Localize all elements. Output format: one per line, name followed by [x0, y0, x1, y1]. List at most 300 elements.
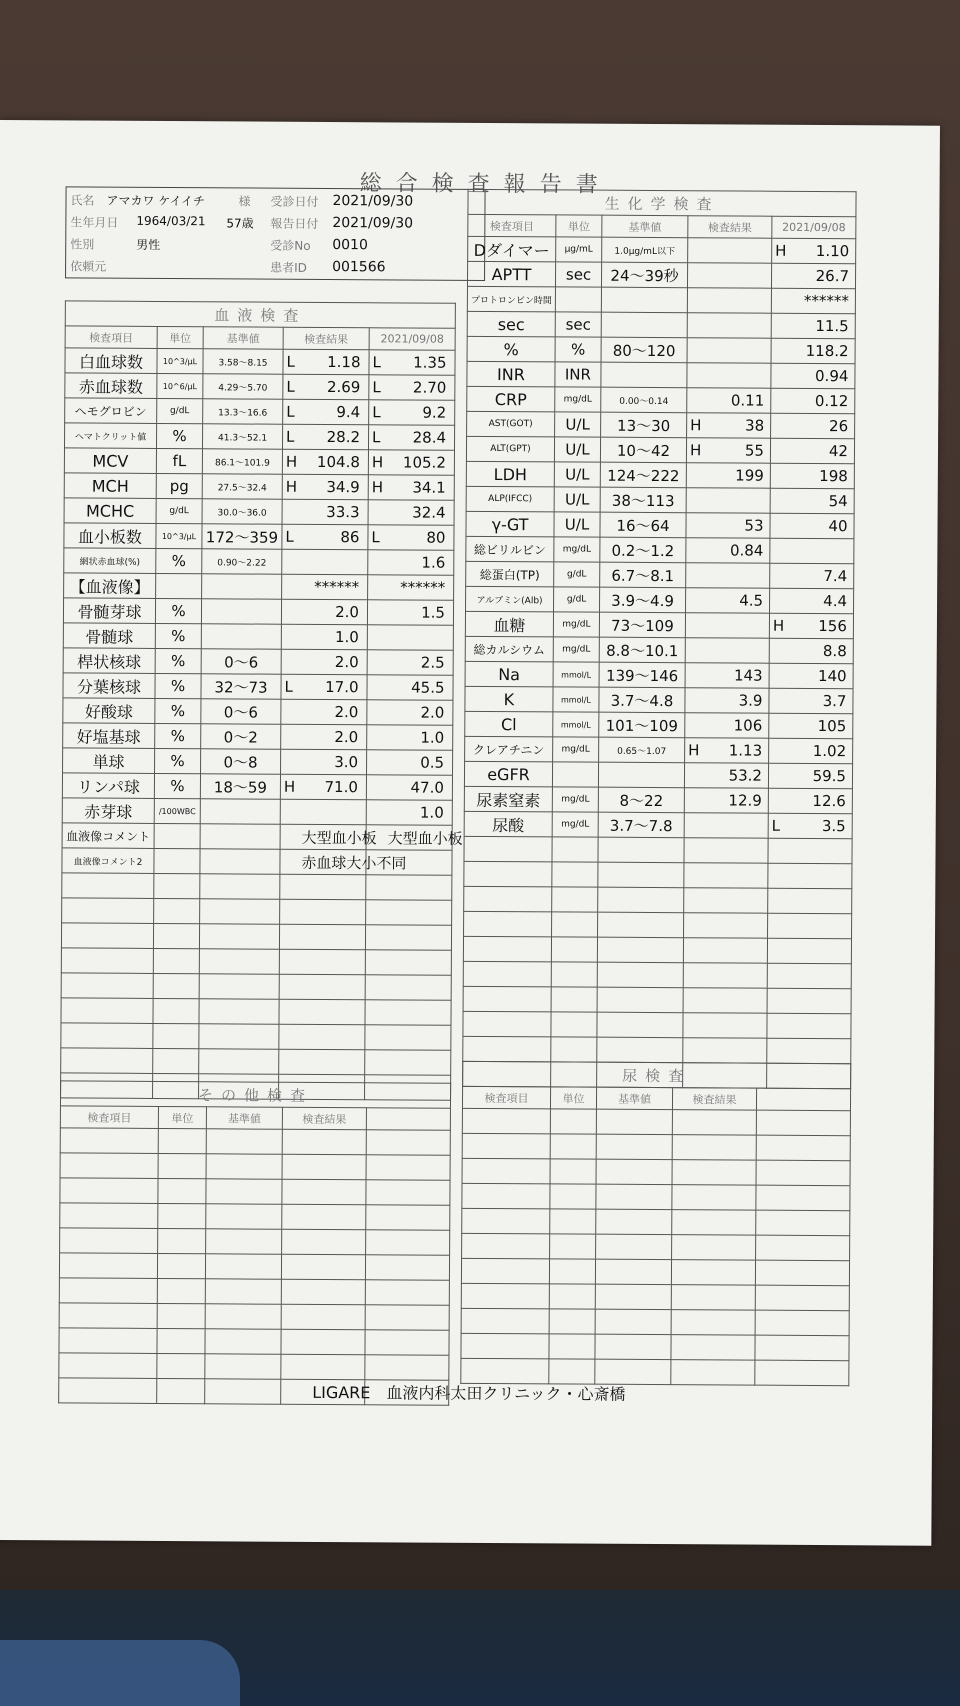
empty-row [62, 873, 452, 900]
value: 54 [828, 492, 848, 511]
empty-cell [153, 948, 199, 973]
test-unit: % [155, 648, 201, 673]
empty-cell [598, 862, 684, 888]
test-unit: % [155, 698, 201, 723]
test-name: 尿素窒素 [464, 786, 552, 812]
value: 32.4 [412, 503, 446, 522]
test-result [687, 413, 771, 439]
report-date-label: 報告日付 [270, 216, 319, 231]
value: 156 [818, 617, 847, 636]
test-result [283, 399, 369, 425]
column-header: 検査項目 [65, 326, 157, 349]
value: 2.69 [326, 378, 361, 397]
value: 0.11 [730, 391, 765, 410]
empty-row [463, 1036, 851, 1063]
value: 33.3 [326, 503, 360, 522]
empty-cell [756, 1135, 850, 1161]
empty-cell [154, 873, 200, 898]
test-name: 骨髄芽球 [63, 598, 155, 624]
empty-cell [464, 836, 552, 862]
previous-result [369, 400, 455, 426]
test-result [687, 313, 771, 339]
empty-cell [756, 1185, 850, 1211]
empty-cell [59, 1378, 157, 1404]
value: 3.5 [821, 817, 846, 836]
previous-result [368, 525, 454, 551]
previous-result [367, 700, 453, 726]
empty-row [61, 973, 451, 1000]
empty-cell [157, 1303, 205, 1328]
reference-range: 18〜59 [200, 774, 280, 799]
reference-range: 10〜42 [600, 437, 686, 463]
empty-cell [158, 1203, 206, 1228]
test-unit: % [156, 548, 202, 573]
reference-range [200, 849, 280, 874]
reference-range: 3.9〜4.9 [600, 587, 686, 613]
previous-result [366, 825, 463, 851]
test-result [686, 488, 770, 514]
reference-range [200, 799, 280, 824]
test-unit: mg/dL [553, 637, 599, 662]
reference-range: 13〜30 [601, 412, 687, 438]
column-header: 2021/09/08 [772, 216, 856, 239]
empty-cell [684, 838, 768, 864]
empty-cell [767, 1013, 851, 1039]
abnormal-flag: H [283, 777, 296, 796]
report-date: 2021/09/30 [332, 215, 414, 232]
test-name: γ-GT [466, 511, 554, 537]
table-row [466, 536, 854, 563]
value: 12.6 [812, 791, 846, 811]
empty-cell [768, 888, 852, 914]
empty-cell [281, 1304, 365, 1330]
empty-row [464, 886, 852, 913]
visit-no: 0010 [332, 237, 368, 254]
value: 4.5 [739, 591, 764, 610]
abnormal-flag: L [372, 353, 381, 372]
value: 105.2 [402, 453, 446, 472]
table-row [64, 523, 454, 550]
empty-cell [61, 998, 153, 1024]
table-row [467, 411, 855, 438]
value: 0.84 [729, 541, 764, 560]
value: 26.7 [815, 266, 850, 286]
table-row [465, 686, 853, 713]
empty-cell [683, 1038, 767, 1064]
test-name: プロトロンビン時間 [467, 286, 555, 312]
empty-row [61, 1023, 451, 1050]
visit-no-label: 受診No [270, 238, 311, 253]
empty-cell [279, 999, 365, 1025]
empty-cell [279, 1024, 365, 1050]
previous-result [770, 463, 854, 489]
test-result [687, 363, 771, 389]
value: 7.4 [823, 567, 848, 586]
reference-range: 3.7〜4.8 [599, 687, 685, 713]
test-name: 血液像コメント [62, 823, 154, 849]
empty-cell [552, 837, 598, 862]
reference-range: 139〜146 [599, 662, 685, 688]
test-result [281, 724, 367, 750]
empty-row [61, 998, 451, 1025]
empty-cell [205, 1329, 281, 1354]
patient-sex: 男性 [136, 237, 161, 252]
empty-cell [768, 838, 852, 864]
test-result [686, 438, 770, 464]
test-unit: mg/dL [555, 387, 601, 412]
empty-cell [598, 912, 684, 938]
empty-cell [60, 1203, 158, 1229]
column-header: 検査項目 [468, 214, 556, 237]
empty-cell [597, 1037, 683, 1063]
previous-result [772, 238, 856, 264]
empty-cell [206, 1179, 282, 1204]
previous-result [769, 638, 853, 664]
table-row [64, 548, 454, 575]
empty-cell [595, 1334, 671, 1359]
column-header: 単位 [158, 1106, 206, 1128]
reference-range: 73〜109 [599, 612, 685, 638]
test-name: 総ビリルビン [466, 536, 554, 562]
empty-cell [365, 975, 451, 1001]
previous-result [771, 413, 855, 439]
empty-cell [551, 937, 597, 962]
column-header: 2021/09/08 [369, 328, 455, 351]
empty-row [59, 1328, 449, 1355]
empty-cell [366, 1155, 450, 1181]
test-name: ALP(IFCC) [466, 486, 554, 512]
empty-row [61, 1048, 451, 1075]
table-row [63, 598, 453, 625]
previous-result [369, 350, 455, 376]
test-result [281, 674, 367, 700]
empty-row [59, 1353, 449, 1380]
empty-cell [755, 1335, 849, 1361]
empty-row [60, 1178, 450, 1205]
previous-result [771, 363, 855, 389]
test-unit: % [155, 723, 201, 748]
value: 104.8 [316, 452, 360, 472]
reference-range [598, 762, 684, 788]
empty-cell [279, 1049, 365, 1075]
value: 1.18 [327, 353, 361, 372]
empty-row [462, 1208, 850, 1235]
background-object [0, 1640, 240, 1706]
table-row [467, 386, 855, 413]
empty-row [462, 1158, 850, 1185]
value: 2.0 [334, 728, 359, 747]
empty-cell [59, 1253, 157, 1279]
abnormal-flag: L [771, 816, 781, 835]
empty-cell [596, 1109, 672, 1134]
reference-range: 101〜109 [599, 712, 685, 738]
test-name: K [465, 686, 553, 712]
value: 198 [819, 467, 848, 486]
section-title: 血液検査 [65, 301, 455, 328]
empty-cell [60, 1178, 158, 1204]
empty-row [464, 836, 852, 863]
test-unit [552, 762, 598, 787]
table-row [467, 311, 855, 338]
empty-cell [199, 949, 279, 974]
section-title: 生化学検査 [468, 189, 856, 216]
empty-row [60, 1153, 450, 1180]
empty-cell [199, 1024, 279, 1049]
dob-label: 生年月日 [70, 215, 119, 230]
table-row [467, 261, 855, 288]
table-row [464, 761, 852, 788]
test-name: MCHC [64, 498, 156, 524]
value: 2.70 [412, 378, 447, 397]
value: 53.2 [728, 766, 763, 785]
test-unit: 10^6/μL [157, 373, 203, 398]
visit-date: 2021/09/30 [332, 193, 414, 210]
empty-cell [755, 1285, 849, 1311]
table-row [466, 486, 854, 513]
test-name: LDH [466, 461, 554, 487]
empty-cell [596, 1159, 672, 1184]
value: 大型血小板 [387, 828, 463, 848]
value: 1.35 [413, 353, 447, 372]
test-unit: g/dL [157, 398, 203, 423]
value: 赤血球大小不同 [301, 853, 407, 872]
value: 26 [828, 417, 849, 436]
column-header: 検査結果 [283, 327, 369, 350]
test-name: 総蛋白(TP) [466, 561, 554, 587]
reference-range: 1.0μg/mL以下 [602, 237, 688, 263]
value: 1.0 [419, 803, 444, 822]
empty-cell [755, 1360, 849, 1386]
section-title: 尿検査 [463, 1061, 851, 1088]
previous-result [771, 388, 855, 414]
test-unit: mg/dL [552, 787, 598, 812]
report-sheet [0, 120, 940, 1546]
test-name: AST(GOT) [467, 411, 555, 437]
empty-cell [281, 1254, 365, 1280]
previous-result [369, 375, 455, 401]
empty-cell [365, 1000, 451, 1026]
empty-cell [552, 912, 598, 937]
test-name: 血糖 [465, 611, 553, 637]
empty-cell [464, 911, 552, 937]
test-name: INR [467, 361, 555, 387]
test-name: リンパ球 [62, 773, 154, 799]
empty-cell [365, 1330, 449, 1356]
previous-result [366, 800, 452, 826]
previous-result [769, 663, 853, 689]
empty-row [461, 1333, 849, 1360]
empty-cell [153, 1023, 199, 1048]
empty-cell [551, 1012, 597, 1037]
empty-cell [672, 1235, 756, 1261]
test-result [685, 713, 769, 739]
empty-cell [365, 1255, 449, 1281]
value: 9.4 [336, 403, 361, 422]
value: 42 [828, 442, 849, 461]
reference-range: 0〜2 [201, 724, 281, 749]
empty-cell [683, 938, 767, 964]
empty-cell [550, 1184, 596, 1209]
test-name: 【血液像】 [64, 573, 156, 599]
test-result [685, 738, 769, 764]
empty-cell [464, 886, 552, 912]
test-name: 赤血球数 [65, 373, 157, 399]
empty-row [60, 1128, 450, 1155]
empty-cell [158, 1128, 206, 1153]
empty-cell [62, 873, 154, 899]
value: 4.4 [823, 592, 848, 611]
patient-name: アマカワ ケイイチ [106, 193, 205, 209]
empty-cell [767, 1038, 851, 1064]
abnormal-flag: H [285, 452, 298, 471]
test-result [283, 374, 369, 400]
test-unit: mg/dL [553, 612, 599, 637]
abnormal-flag: L [372, 403, 381, 422]
reference-range [200, 824, 280, 849]
empty-cell [153, 973, 199, 998]
test-name: 尿酸 [464, 811, 552, 837]
empty-cell [672, 1185, 756, 1211]
reference-range [202, 574, 282, 599]
empty-cell [199, 974, 279, 999]
value: 1.5 [421, 603, 446, 622]
value: 53 [744, 516, 764, 535]
empty-cell [767, 938, 851, 964]
table-row [468, 236, 856, 263]
empty-cell [365, 1280, 449, 1306]
sex-label: 性別 [70, 237, 95, 252]
empty-row [60, 1203, 450, 1230]
test-unit: g/dL [554, 587, 600, 612]
empty-row [59, 1253, 449, 1280]
empty-cell [671, 1360, 755, 1386]
empty-cell [366, 1180, 450, 1206]
value: 0.12 [814, 391, 849, 411]
previous-result [769, 738, 853, 764]
test-name: ヘマトクリット値 [64, 423, 156, 449]
empty-cell [552, 862, 598, 887]
test-unit: g/dL [156, 498, 202, 523]
patient-id: 001566 [332, 259, 386, 276]
empty-cell [158, 1153, 206, 1178]
test-result [686, 588, 770, 614]
empty-cell [671, 1260, 755, 1286]
reference-range: 16〜64 [600, 512, 686, 538]
previous-result [771, 313, 855, 339]
reference-range [201, 624, 281, 649]
empty-cell [153, 923, 199, 948]
empty-cell [595, 1259, 671, 1284]
empty-cell [59, 1303, 157, 1329]
table-row [63, 698, 453, 725]
empty-cell [598, 837, 684, 863]
test-unit: % [555, 337, 601, 362]
empty-cell [684, 863, 768, 889]
abnormal-flag: L [371, 528, 380, 547]
table-row [62, 798, 452, 825]
empty-cell [154, 898, 200, 923]
test-name: 骨髄球 [63, 623, 155, 649]
abnormal-flag: H [775, 241, 787, 260]
test-name: eGFR [464, 761, 552, 787]
empty-cell [59, 1353, 157, 1379]
empty-row [464, 861, 852, 888]
empty-cell [551, 1037, 597, 1062]
empty-cell [365, 925, 451, 951]
test-result [280, 774, 366, 800]
empty-cell [463, 1011, 551, 1037]
test-unit: mg/dL [554, 537, 600, 562]
column-header: 基準値 [596, 1087, 672, 1109]
previous-result [771, 263, 855, 289]
empty-cell [549, 1259, 595, 1284]
empty-cell [463, 1036, 551, 1062]
test-unit: % [155, 673, 201, 698]
previous-result [367, 750, 453, 776]
empty-cell [61, 1023, 153, 1049]
value: ****** [314, 577, 360, 597]
test-name: Cl [465, 711, 553, 737]
empty-cell [59, 1328, 157, 1354]
empty-cell [157, 1328, 205, 1353]
value: ****** [400, 578, 446, 597]
table-row [63, 748, 453, 775]
empty-cell [153, 1048, 199, 1073]
value: 28.4 [412, 428, 447, 447]
test-name: Na [465, 661, 553, 687]
clinic-footer: LIGARE 血液内科太田クリニック・心斎橋 [312, 1382, 626, 1404]
value: 3.0 [334, 753, 359, 772]
column-header-empty [756, 1088, 850, 1111]
column-header: 検査結果 [282, 1107, 366, 1130]
requester-label: 依頼元 [70, 259, 107, 274]
value: 1.13 [728, 741, 763, 760]
empty-cell [683, 1013, 767, 1039]
empty-cell [200, 899, 280, 924]
column-header: 検査項目 [60, 1106, 158, 1129]
empty-cell [157, 1378, 205, 1403]
empty-cell [461, 1283, 549, 1309]
reference-range: 32〜73 [201, 674, 281, 699]
empty-cell [596, 1209, 672, 1234]
empty-cell [366, 1205, 450, 1231]
empty-cell [282, 1179, 366, 1205]
reference-range: 13.3〜16.6 [203, 399, 283, 424]
empty-cell [158, 1228, 206, 1253]
test-unit: U/L [555, 412, 601, 437]
empty-cell [206, 1154, 282, 1179]
empty-cell [60, 1128, 158, 1154]
empty-cell [596, 1134, 672, 1159]
table-row [465, 711, 853, 738]
previous-result [368, 550, 454, 576]
other-test-table [58, 1080, 451, 1405]
value: 0.5 [420, 753, 445, 772]
value: 199 [735, 466, 764, 485]
empty-cell [596, 1234, 672, 1259]
test-unit: % [156, 423, 202, 448]
empty-cell [462, 1183, 550, 1209]
test-unit: U/L [554, 512, 600, 537]
test-result [280, 824, 377, 850]
report-title: 総合検査報告書 [359, 171, 612, 198]
abnormal-flag: L [286, 377, 295, 396]
abnormal-flag: L [284, 677, 293, 696]
column-header: 基準値 [206, 1107, 282, 1129]
empty-cell [461, 1258, 549, 1284]
empty-row [62, 898, 452, 925]
empty-cell [462, 1108, 550, 1134]
